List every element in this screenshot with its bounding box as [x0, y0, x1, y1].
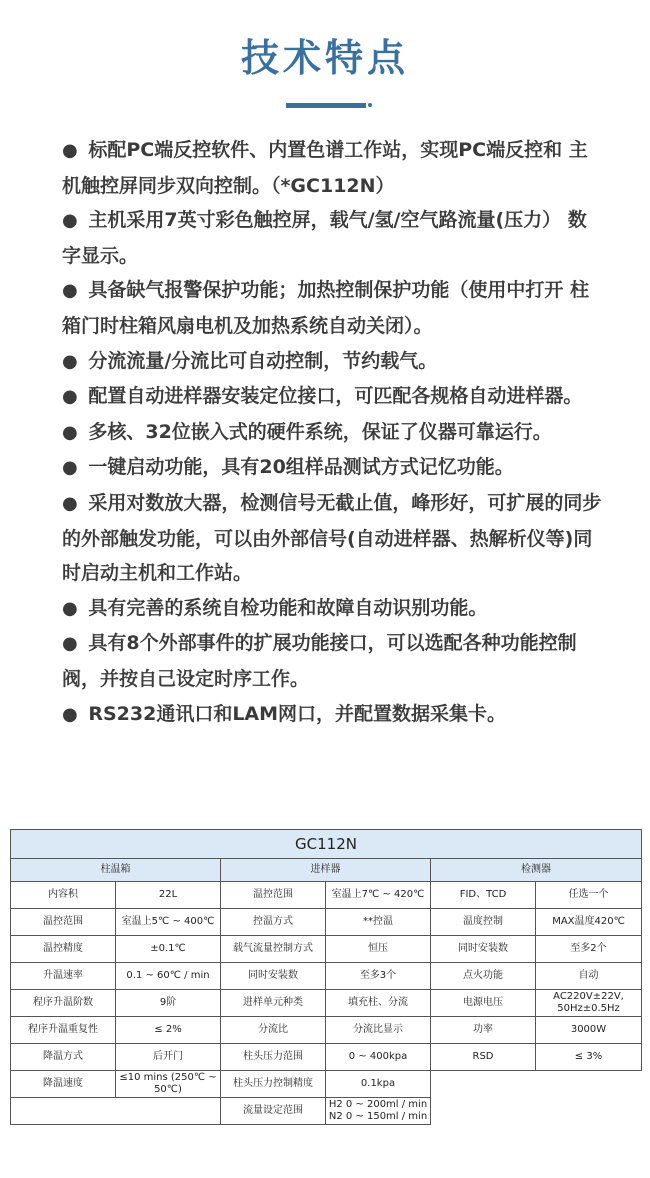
table-cell: 点火功能: [431, 963, 536, 990]
table-cell: 温控精度: [11, 936, 116, 963]
table-cell: 内容积: [11, 882, 116, 909]
feature-item: ● 多核、32位嵌入式的硬件系统，保证了仪器可靠运行。: [62, 420, 552, 443]
table-cell: 载气流量控制方式: [221, 936, 326, 963]
bullet-icon: ●: [62, 350, 78, 372]
feature-item: ● 具备缺气报警保护功能；加热控制保护功能（使用中打开 柱箱门时柱箱风扇电机及加热系统自动关闭）。: [62, 279, 589, 337]
title-underline-dot: [368, 103, 372, 107]
table-row: [11, 963, 642, 990]
table-cell: 填充柱、分流: [326, 990, 431, 1017]
table-cell: MAX温度420℃: [536, 909, 642, 936]
table-group-row: [11, 859, 642, 882]
table-cell: 自动: [536, 963, 642, 990]
bullet-icon: ●: [62, 457, 78, 479]
table-row: [11, 1098, 642, 1125]
title-underline: [286, 103, 366, 108]
table-cell: 至多3个: [326, 963, 431, 990]
group-header-detector: 检测器: [431, 859, 642, 882]
bullet-icon: ●: [62, 597, 78, 619]
table-cell: 分流比显示: [326, 1017, 431, 1044]
bullet-icon: ●: [62, 492, 78, 514]
table-cell: 后开门: [116, 1044, 221, 1071]
table-cell: 同时安装数: [221, 963, 326, 990]
table-cell: 电源电压: [431, 990, 536, 1017]
table-cell-empty: [11, 1098, 221, 1125]
table-cell: 柱头压力控制精度: [221, 1071, 326, 1098]
table-cell: FID、TCD: [431, 882, 536, 909]
table-cell: 0.1 ~ 60℃ / min: [116, 963, 221, 990]
group-header-oven: 柱温箱: [11, 859, 221, 882]
table-cell: RSD: [431, 1044, 536, 1071]
table-cell: AC220V±22V, 50Hz±0.5Hz: [536, 990, 642, 1017]
bullet-icon: ●: [62, 633, 78, 655]
bullet-icon: ●: [62, 280, 78, 302]
table-cell: 分流比: [221, 1017, 326, 1044]
table-cell-empty: [431, 1098, 642, 1125]
table-cell: 室温上5℃ ~ 400℃: [116, 909, 221, 936]
table-cell: 升温速率: [11, 963, 116, 990]
table-model-row: [11, 830, 642, 859]
table-cell: **控温: [326, 909, 431, 936]
section-title: 技术特点: [240, 36, 409, 80]
table-cell: ≤ 2%: [116, 1017, 221, 1044]
bullet-icon: ●: [62, 421, 78, 443]
table-cell: 3000W: [536, 1017, 642, 1044]
table-cell: 至多2个: [536, 936, 642, 963]
table-cell: 9阶: [116, 990, 221, 1017]
group-header-injector: 进样器: [221, 859, 431, 882]
feature-item: ● 具有完善的系统自检功能和故障自动识别功能。: [62, 596, 488, 619]
feature-item: ● 主机采用7英寸彩色触控屏，载气/氢/空气路流量(压力） 数字显示。: [62, 209, 587, 267]
table-cell: 同时安装数: [431, 936, 536, 963]
table-row: [11, 1017, 642, 1044]
model-name: GC112N: [11, 830, 642, 859]
bullet-icon: ●: [62, 210, 78, 232]
feature-item: ● 采用对数放大器，检测信号无截止值，峰形好，可扩展的同步的外部触发功能，可以由外部信号(自动进样器、热解析仪等)同时启动主机和工作站。: [62, 491, 602, 585]
table-row: [11, 882, 642, 909]
table-cell: 控温方式: [221, 909, 326, 936]
table-cell: 22L: [116, 882, 221, 909]
table-row: [11, 1044, 642, 1071]
table-cell: 功率: [431, 1017, 536, 1044]
table-row: [11, 936, 642, 963]
table-cell: ≤ 3%: [536, 1044, 642, 1071]
table-cell: ±0.1℃: [116, 936, 221, 963]
feature-item: ● 标配PC端反控软件、内置色谱工作站，实现PC端反控和 主机触控屏同步双向控制。（*GC112N）: [62, 139, 588, 197]
table-cell: ≤10 mins (250℃ ~ 50℃): [116, 1071, 221, 1098]
table-cell: 降温速度: [11, 1071, 116, 1098]
table-row: [11, 909, 642, 936]
table-cell: 0 ~ 400kpa: [326, 1044, 431, 1071]
bullet-icon: ●: [62, 703, 78, 725]
feature-item: ● RS232通讯口和LAM网口，并配置数据采集卡。: [62, 702, 507, 725]
table-cell: 恒压: [326, 936, 431, 963]
bullet-icon: ●: [62, 140, 78, 161]
feature-item: ● 具有8个外部事件的扩展功能接口，可以选配各种功能控制阀，并按自己设定时序工作。: [62, 632, 577, 690]
table-cell: 温控范围: [221, 882, 326, 909]
table-cell: 室温上7℃ ~ 420℃: [326, 882, 431, 909]
table-cell: 0.1kpa: [326, 1071, 431, 1098]
feature-item: ● 分流流量/分流比可自动控制，节约载气。: [62, 349, 438, 372]
table-cell: 温度控制: [431, 909, 536, 936]
table-cell: 温控范围: [11, 909, 116, 936]
table-cell: 程序升温阶数: [11, 990, 116, 1017]
table-cell: 任选一个: [536, 882, 642, 909]
spec-table: [10, 829, 642, 1125]
table-cell: H2 0 ~ 200ml / min N2 0 ~ 150ml / min: [326, 1098, 431, 1125]
table-cell: 降温方式: [11, 1044, 116, 1071]
table-cell-empty: [431, 1071, 642, 1098]
feature-item: ● 配置自动进样器安装定位接口，可匹配各规格自动进样器。: [62, 385, 583, 408]
table-cell: 流量设定范围: [221, 1098, 326, 1125]
table-row: [11, 990, 642, 1017]
table-cell: 程序升温重复性: [11, 1017, 116, 1044]
feature-list: [62, 133, 602, 732]
feature-item: ● 一键启动功能，具有20组样品测试方式记忆功能。: [62, 456, 514, 479]
table-row: [11, 1071, 642, 1098]
table-cell: 柱头压力范围: [221, 1044, 326, 1071]
table-cell: 进样单元种类: [221, 990, 326, 1017]
bullet-icon: ●: [62, 386, 78, 408]
